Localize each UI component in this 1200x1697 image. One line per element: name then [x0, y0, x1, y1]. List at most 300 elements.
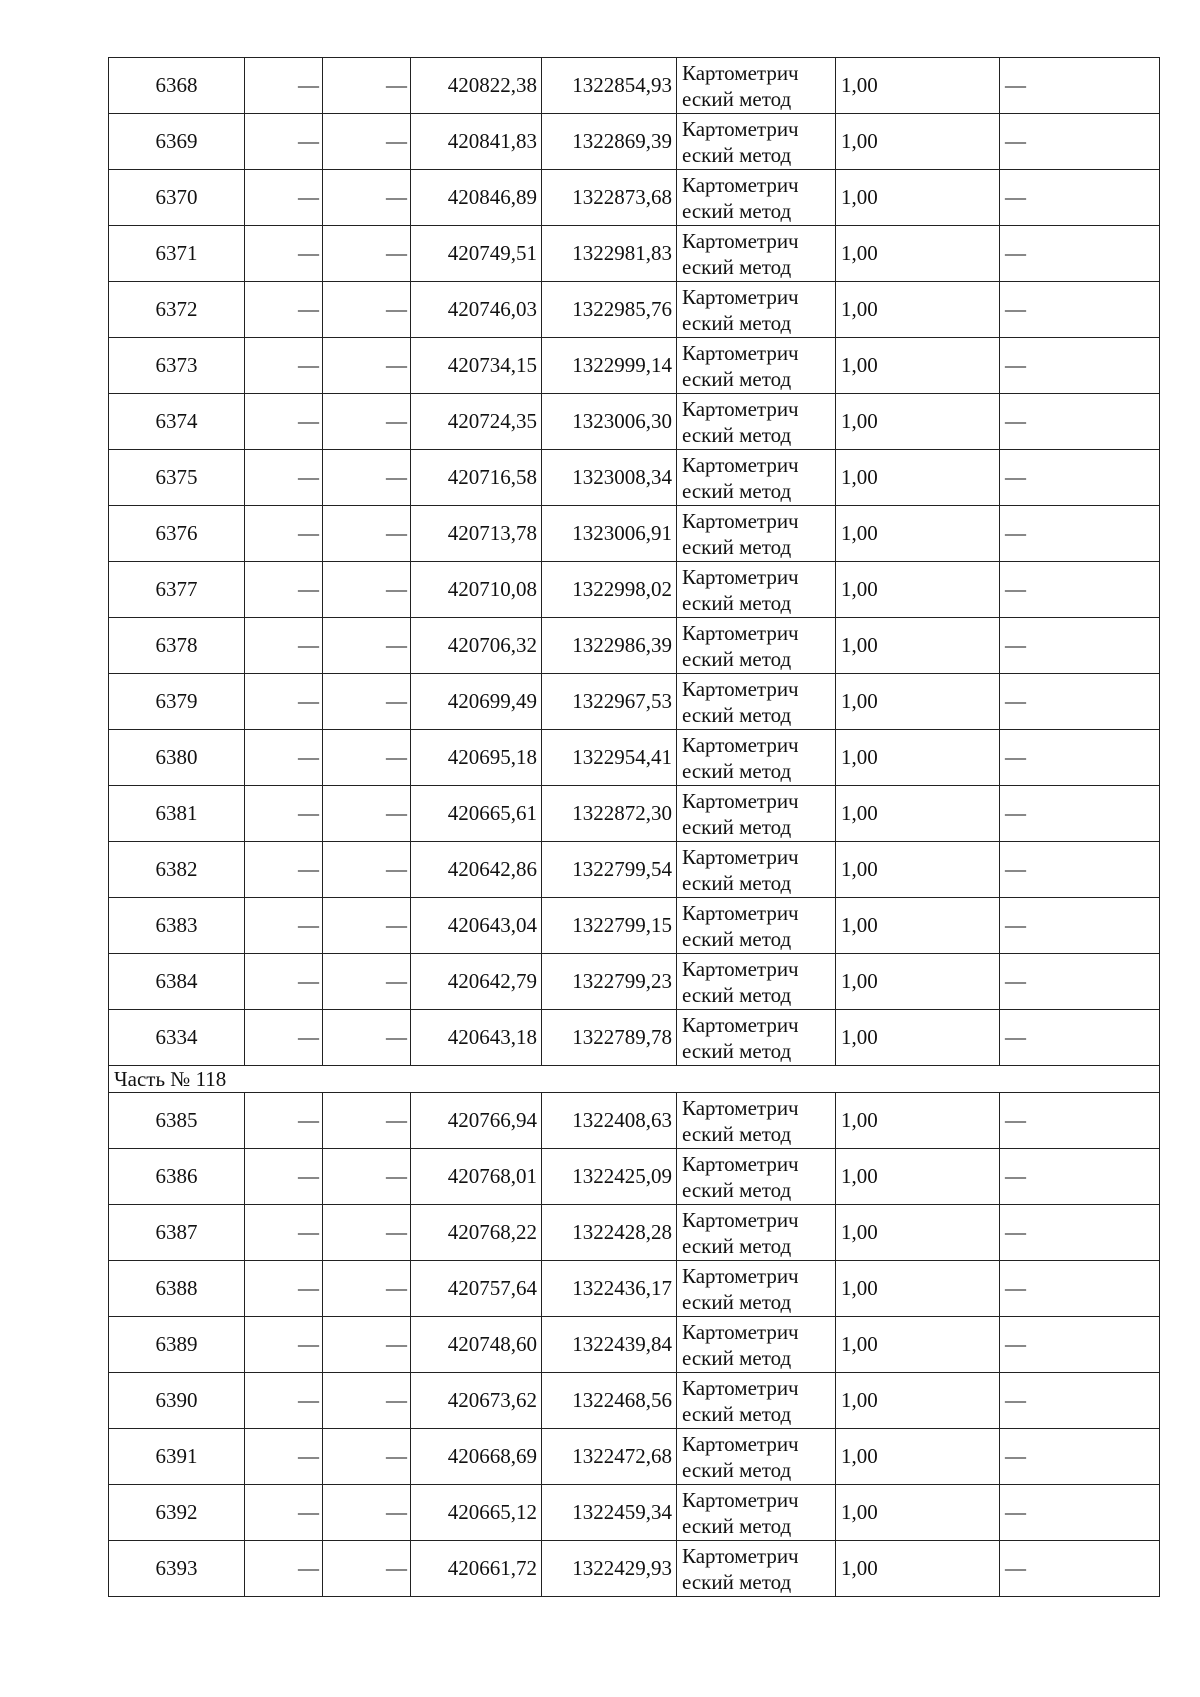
old-y-cell: —: [323, 506, 411, 562]
description-cell: —: [1000, 730, 1160, 786]
point-number-cell: 6379: [109, 674, 245, 730]
table-row: [109, 170, 1160, 226]
point-number-cell: 6389: [109, 1317, 245, 1373]
method-text-line: еский метод: [682, 590, 792, 615]
accuracy-cell: 1,00: [836, 394, 1000, 450]
old-x-cell: —: [245, 898, 323, 954]
description-cell: —: [1000, 842, 1160, 898]
old-x-cell: —: [245, 842, 323, 898]
x-coordinate-cell: 420768,22: [411, 1205, 542, 1261]
table-row: [109, 1373, 1160, 1429]
method-cell: [677, 1205, 836, 1261]
description-cell: —: [1000, 562, 1160, 618]
method-cell: [677, 282, 836, 338]
y-coordinate-cell: 1322459,34: [542, 1485, 677, 1541]
method-text-line: Картометрич: [682, 508, 799, 533]
accuracy-cell: 1,00: [836, 1205, 1000, 1261]
y-coordinate-cell: 1322873,68: [542, 170, 677, 226]
old-x-cell: —: [245, 562, 323, 618]
method-text-line: еский метод: [682, 86, 792, 111]
y-coordinate-cell: 1323008,34: [542, 450, 677, 506]
table-row: [109, 1093, 1160, 1149]
description-cell: —: [1000, 1429, 1160, 1485]
x-coordinate-cell: 420748,60: [411, 1317, 542, 1373]
x-coordinate-cell: 420734,15: [411, 338, 542, 394]
old-x-cell: —: [245, 618, 323, 674]
old-x-cell: —: [245, 114, 323, 170]
method-text-line: Картометрич: [682, 676, 799, 701]
point-number-cell: 6393: [109, 1541, 245, 1597]
accuracy-cell: 1,00: [836, 58, 1000, 114]
method-cell: [677, 1149, 836, 1205]
description-cell: —: [1000, 282, 1160, 338]
table-row: [109, 58, 1160, 114]
x-coordinate-cell: 420665,12: [411, 1485, 542, 1541]
method-text-line: Картометрич: [682, 284, 799, 309]
method-text-line: еский метод: [682, 366, 792, 391]
old-x-cell: —: [245, 1093, 323, 1149]
description-cell: —: [1000, 1373, 1160, 1429]
old-x-cell: —: [245, 450, 323, 506]
y-coordinate-cell: 1322854,93: [542, 58, 677, 114]
point-number-cell: 6385: [109, 1093, 245, 1149]
old-y-cell: —: [323, 954, 411, 1010]
accuracy-cell: 1,00: [836, 562, 1000, 618]
accuracy-cell: 1,00: [836, 786, 1000, 842]
method-text-line: Картометрич: [682, 732, 799, 757]
point-number-cell: 6388: [109, 1261, 245, 1317]
method-cell: [677, 226, 836, 282]
method-cell: [677, 1429, 836, 1485]
old-y-cell: —: [323, 618, 411, 674]
y-coordinate-cell: 1322981,83: [542, 226, 677, 282]
table-row: [109, 1317, 1160, 1373]
old-y-cell: —: [323, 1541, 411, 1597]
table-row: [109, 1485, 1160, 1541]
table-row: [109, 954, 1160, 1010]
x-coordinate-cell: 420822,38: [411, 58, 542, 114]
table-row: [109, 842, 1160, 898]
method-cell: [677, 730, 836, 786]
table-row: [109, 898, 1160, 954]
table-row: [109, 786, 1160, 842]
old-y-cell: —: [323, 562, 411, 618]
method-cell: [677, 1485, 836, 1541]
point-number-cell: 6390: [109, 1373, 245, 1429]
method-text-line: еский метод: [682, 982, 792, 1007]
old-y-cell: —: [323, 282, 411, 338]
y-coordinate-cell: 1322799,23: [542, 954, 677, 1010]
method-text-line: еский метод: [682, 1345, 792, 1370]
accuracy-cell: 1,00: [836, 1149, 1000, 1205]
y-coordinate-cell: 1323006,30: [542, 394, 677, 450]
method-text-line: еский метод: [682, 1121, 792, 1146]
method-text-line: Картометрич: [682, 396, 799, 421]
point-number-cell: 6371: [109, 226, 245, 282]
x-coordinate-cell: 420699,49: [411, 674, 542, 730]
method-text-line: Картометрич: [682, 228, 799, 253]
method-cell: [677, 842, 836, 898]
old-y-cell: —: [323, 1373, 411, 1429]
old-y-cell: —: [323, 1149, 411, 1205]
description-cell: —: [1000, 506, 1160, 562]
table-row: [109, 730, 1160, 786]
section-label: Часть № 118: [109, 1066, 1160, 1093]
point-number-cell: 6387: [109, 1205, 245, 1261]
accuracy-cell: 1,00: [836, 1373, 1000, 1429]
table-row: [109, 226, 1160, 282]
method-cell: [677, 562, 836, 618]
method-text-line: Картометрич: [682, 1375, 799, 1400]
accuracy-cell: 1,00: [836, 898, 1000, 954]
y-coordinate-cell: 1322954,41: [542, 730, 677, 786]
method-text-line: Картометрич: [682, 1012, 799, 1037]
x-coordinate-cell: 420768,01: [411, 1149, 542, 1205]
description-cell: —: [1000, 618, 1160, 674]
table-row: [109, 1149, 1160, 1205]
accuracy-cell: 1,00: [836, 226, 1000, 282]
method-text-line: еский метод: [682, 310, 792, 335]
old-x-cell: —: [245, 170, 323, 226]
old-y-cell: —: [323, 394, 411, 450]
x-coordinate-cell: 420665,61: [411, 786, 542, 842]
point-number-cell: 6386: [109, 1149, 245, 1205]
method-text-line: Картометрич: [682, 788, 799, 813]
point-number-cell: 6372: [109, 282, 245, 338]
old-x-cell: —: [245, 226, 323, 282]
method-cell: [677, 1010, 836, 1066]
method-cell: [677, 170, 836, 226]
old-x-cell: —: [245, 1149, 323, 1205]
accuracy-cell: 1,00: [836, 954, 1000, 1010]
method-text-line: еский метод: [682, 646, 792, 671]
old-y-cell: —: [323, 114, 411, 170]
method-text-line: еский метод: [682, 478, 792, 503]
y-coordinate-cell: 1322986,39: [542, 618, 677, 674]
method-text-line: Картометрич: [682, 1263, 799, 1288]
method-text-line: еский метод: [682, 1233, 792, 1258]
method-cell: [677, 114, 836, 170]
y-coordinate-cell: 1322869,39: [542, 114, 677, 170]
x-coordinate-cell: 420642,86: [411, 842, 542, 898]
y-coordinate-cell: 1323006,91: [542, 506, 677, 562]
accuracy-cell: 1,00: [836, 506, 1000, 562]
method-cell: [677, 1093, 836, 1149]
method-text-line: еский метод: [682, 1457, 792, 1482]
method-text-line: Картометрич: [682, 116, 799, 141]
accuracy-cell: 1,00: [836, 1093, 1000, 1149]
accuracy-cell: 1,00: [836, 674, 1000, 730]
method-text-line: еский метод: [682, 1513, 792, 1538]
x-coordinate-cell: 420673,62: [411, 1373, 542, 1429]
method-cell: [677, 786, 836, 842]
description-cell: —: [1000, 674, 1160, 730]
method-text-line: еский метод: [682, 1289, 792, 1314]
method-text-line: Картометрич: [682, 452, 799, 477]
old-y-cell: —: [323, 842, 411, 898]
method-text-line: еский метод: [682, 534, 792, 559]
old-x-cell: —: [245, 1373, 323, 1429]
y-coordinate-cell: 1322985,76: [542, 282, 677, 338]
description-cell: —: [1000, 1149, 1160, 1205]
old-x-cell: —: [245, 674, 323, 730]
point-number-cell: 6375: [109, 450, 245, 506]
method-text-line: Картометрич: [682, 844, 799, 869]
accuracy-cell: 1,00: [836, 1541, 1000, 1597]
table-row: [109, 1205, 1160, 1261]
table-row: [109, 282, 1160, 338]
y-coordinate-cell: 1322439,84: [542, 1317, 677, 1373]
method-text-line: еский метод: [682, 702, 792, 727]
method-cell: [677, 338, 836, 394]
x-coordinate-cell: 420695,18: [411, 730, 542, 786]
method-text-line: еский метод: [682, 926, 792, 951]
y-coordinate-cell: 1322425,09: [542, 1149, 677, 1205]
method-cell: [677, 898, 836, 954]
old-x-cell: —: [245, 1429, 323, 1485]
old-x-cell: —: [245, 506, 323, 562]
accuracy-cell: 1,00: [836, 114, 1000, 170]
method-text-line: Картометрич: [682, 956, 799, 981]
table-row: [109, 674, 1160, 730]
old-y-cell: —: [323, 1205, 411, 1261]
method-text-line: Картометрич: [682, 172, 799, 197]
accuracy-cell: 1,00: [836, 1010, 1000, 1066]
description-cell: —: [1000, 1541, 1160, 1597]
point-number-cell: 6334: [109, 1010, 245, 1066]
old-y-cell: —: [323, 226, 411, 282]
table-row: [109, 114, 1160, 170]
y-coordinate-cell: 1322472,68: [542, 1429, 677, 1485]
old-x-cell: —: [245, 1010, 323, 1066]
method-text-line: Картометрич: [682, 900, 799, 925]
point-number-cell: 6376: [109, 506, 245, 562]
old-x-cell: —: [245, 394, 323, 450]
table-row: [109, 450, 1160, 506]
y-coordinate-cell: 1322428,28: [542, 1205, 677, 1261]
table-row: [109, 1010, 1160, 1066]
x-coordinate-cell: 420846,89: [411, 170, 542, 226]
point-number-cell: 6369: [109, 114, 245, 170]
description-cell: —: [1000, 954, 1160, 1010]
method-cell: [677, 58, 836, 114]
description-cell: —: [1000, 394, 1160, 450]
old-x-cell: —: [245, 58, 323, 114]
old-y-cell: —: [323, 1261, 411, 1317]
description-cell: —: [1000, 1317, 1160, 1373]
old-y-cell: —: [323, 1093, 411, 1149]
description-cell: —: [1000, 1093, 1160, 1149]
point-number-cell: 6377: [109, 562, 245, 618]
old-y-cell: —: [323, 450, 411, 506]
x-coordinate-cell: 420706,32: [411, 618, 542, 674]
x-coordinate-cell: 420841,83: [411, 114, 542, 170]
method-text-line: Картометрич: [682, 1431, 799, 1456]
method-cell: [677, 394, 836, 450]
accuracy-cell: 1,00: [836, 842, 1000, 898]
old-x-cell: —: [245, 1205, 323, 1261]
x-coordinate-cell: 420746,03: [411, 282, 542, 338]
method-text-line: еский метод: [682, 198, 792, 223]
point-number-cell: 6378: [109, 618, 245, 674]
method-text-line: Картометрич: [682, 1543, 799, 1568]
description-cell: —: [1000, 786, 1160, 842]
old-x-cell: —: [245, 954, 323, 1010]
point-number-cell: 6368: [109, 58, 245, 114]
description-cell: —: [1000, 450, 1160, 506]
description-cell: —: [1000, 1261, 1160, 1317]
description-cell: —: [1000, 114, 1160, 170]
method-cell: [677, 954, 836, 1010]
x-coordinate-cell: 420642,79: [411, 954, 542, 1010]
old-x-cell: —: [245, 1261, 323, 1317]
point-number-cell: 6391: [109, 1429, 245, 1485]
old-x-cell: —: [245, 1317, 323, 1373]
accuracy-cell: 1,00: [836, 338, 1000, 394]
y-coordinate-cell: 1322999,14: [542, 338, 677, 394]
point-number-cell: 6374: [109, 394, 245, 450]
old-x-cell: —: [245, 786, 323, 842]
old-x-cell: —: [245, 730, 323, 786]
table-row: [109, 562, 1160, 618]
y-coordinate-cell: 1322468,56: [542, 1373, 677, 1429]
x-coordinate-cell: 420766,94: [411, 1093, 542, 1149]
old-x-cell: —: [245, 338, 323, 394]
coordinates-table: [108, 57, 1160, 1597]
x-coordinate-cell: 420713,78: [411, 506, 542, 562]
old-y-cell: —: [323, 898, 411, 954]
table-row: [109, 394, 1160, 450]
table-row: [109, 506, 1160, 562]
old-y-cell: —: [323, 338, 411, 394]
x-coordinate-cell: 420716,58: [411, 450, 542, 506]
y-coordinate-cell: 1322872,30: [542, 786, 677, 842]
section-header-row: [109, 1066, 1160, 1093]
method-cell: [677, 1373, 836, 1429]
method-cell: [677, 506, 836, 562]
old-x-cell: —: [245, 1541, 323, 1597]
y-coordinate-cell: 1322436,17: [542, 1261, 677, 1317]
description-cell: —: [1000, 226, 1160, 282]
description-cell: —: [1000, 1485, 1160, 1541]
accuracy-cell: 1,00: [836, 730, 1000, 786]
accuracy-cell: 1,00: [836, 282, 1000, 338]
method-text-line: еский метод: [682, 758, 792, 783]
description-cell: —: [1000, 58, 1160, 114]
method-text-line: еский метод: [682, 1177, 792, 1202]
method-text-line: еский метод: [682, 1569, 792, 1594]
point-number-cell: 6380: [109, 730, 245, 786]
accuracy-cell: 1,00: [836, 1485, 1000, 1541]
method-text-line: еский метод: [682, 1401, 792, 1426]
y-coordinate-cell: 1322967,53: [542, 674, 677, 730]
x-coordinate-cell: 420724,35: [411, 394, 542, 450]
y-coordinate-cell: 1322789,78: [542, 1010, 677, 1066]
table-row: [109, 618, 1160, 674]
method-text-line: Картометрич: [682, 620, 799, 645]
method-text-line: Картометрич: [682, 340, 799, 365]
method-text-line: Картометрич: [682, 1151, 799, 1176]
table-row: [109, 338, 1160, 394]
method-text-line: еский метод: [682, 254, 792, 279]
x-coordinate-cell: 420668,69: [411, 1429, 542, 1485]
table-row: [109, 1541, 1160, 1597]
x-coordinate-cell: 420710,08: [411, 562, 542, 618]
description-cell: —: [1000, 1010, 1160, 1066]
description-cell: —: [1000, 1205, 1160, 1261]
point-number-cell: 6383: [109, 898, 245, 954]
old-y-cell: —: [323, 1429, 411, 1485]
x-coordinate-cell: 420757,64: [411, 1261, 542, 1317]
method-text-line: еский метод: [682, 422, 792, 447]
old-x-cell: —: [245, 1485, 323, 1541]
y-coordinate-cell: 1322799,54: [542, 842, 677, 898]
point-number-cell: 6382: [109, 842, 245, 898]
point-number-cell: 6373: [109, 338, 245, 394]
accuracy-cell: 1,00: [836, 170, 1000, 226]
method-text-line: Картометрич: [682, 60, 799, 85]
method-text-line: еский метод: [682, 870, 792, 895]
x-coordinate-cell: 420749,51: [411, 226, 542, 282]
description-cell: —: [1000, 338, 1160, 394]
old-y-cell: —: [323, 170, 411, 226]
old-y-cell: —: [323, 786, 411, 842]
method-cell: [677, 618, 836, 674]
method-cell: [677, 1261, 836, 1317]
old-y-cell: —: [323, 1485, 411, 1541]
method-text-line: еский метод: [682, 142, 792, 167]
method-text-line: Картометрич: [682, 1207, 799, 1232]
description-cell: —: [1000, 898, 1160, 954]
x-coordinate-cell: 420661,72: [411, 1541, 542, 1597]
method-cell: [677, 1317, 836, 1373]
table-row: [109, 1429, 1160, 1485]
accuracy-cell: 1,00: [836, 1429, 1000, 1485]
table-row: [109, 1261, 1160, 1317]
old-x-cell: —: [245, 282, 323, 338]
point-number-cell: 6370: [109, 170, 245, 226]
method-text-line: Картометрич: [682, 564, 799, 589]
method-text-line: Картометрич: [682, 1487, 799, 1512]
method-cell: [677, 674, 836, 730]
accuracy-cell: 1,00: [836, 618, 1000, 674]
point-number-cell: 6381: [109, 786, 245, 842]
old-y-cell: —: [323, 1317, 411, 1373]
method-text-line: Картометрич: [682, 1095, 799, 1120]
y-coordinate-cell: 1322429,93: [542, 1541, 677, 1597]
old-y-cell: —: [323, 58, 411, 114]
method-text-line: Картометрич: [682, 1319, 799, 1344]
point-number-cell: 6392: [109, 1485, 245, 1541]
method-cell: [677, 1541, 836, 1597]
table-body: [109, 58, 1160, 1597]
old-y-cell: —: [323, 674, 411, 730]
old-y-cell: —: [323, 1010, 411, 1066]
method-text-line: еский метод: [682, 1038, 792, 1063]
old-y-cell: —: [323, 730, 411, 786]
accuracy-cell: 1,00: [836, 1261, 1000, 1317]
y-coordinate-cell: 1322408,63: [542, 1093, 677, 1149]
method-text-line: еский метод: [682, 814, 792, 839]
accuracy-cell: 1,00: [836, 450, 1000, 506]
y-coordinate-cell: 1322998,02: [542, 562, 677, 618]
accuracy-cell: 1,00: [836, 1317, 1000, 1373]
point-number-cell: 6384: [109, 954, 245, 1010]
y-coordinate-cell: 1322799,15: [542, 898, 677, 954]
x-coordinate-cell: 420643,18: [411, 1010, 542, 1066]
description-cell: —: [1000, 170, 1160, 226]
method-cell: [677, 450, 836, 506]
